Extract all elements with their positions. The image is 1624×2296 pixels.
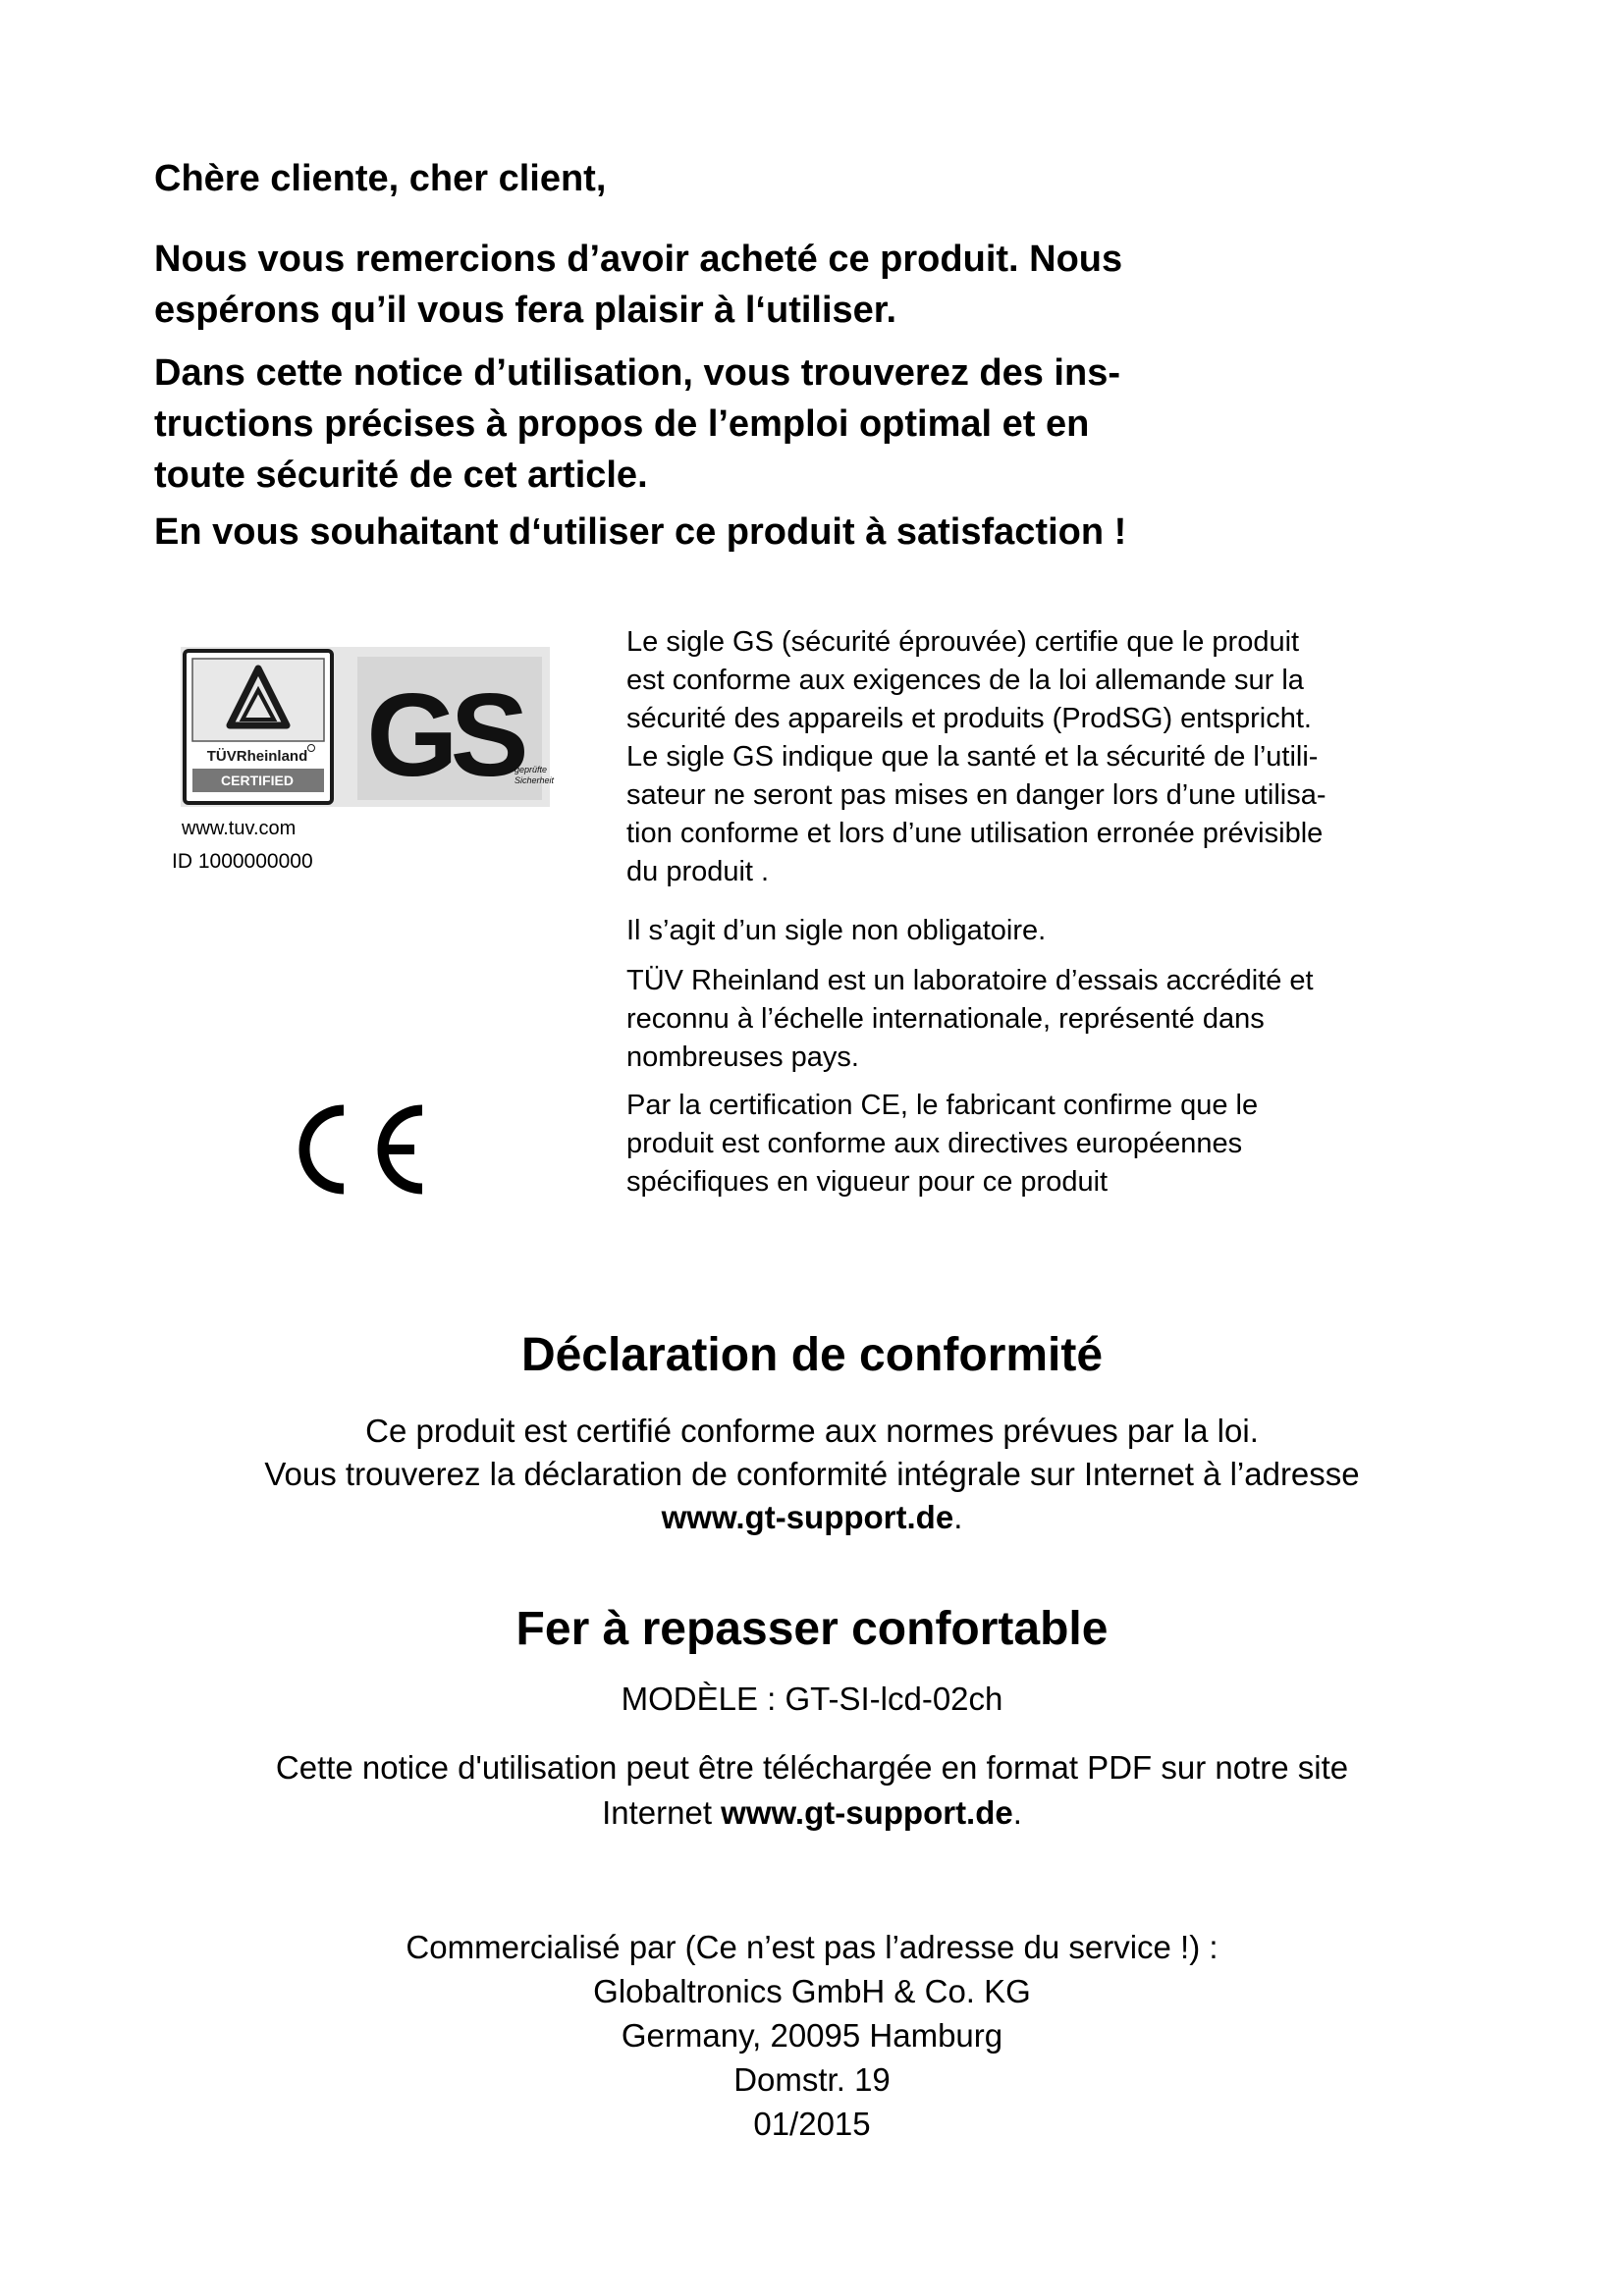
gs-line: tion conforme et lors d’une utilisation erronée prévisible (626, 818, 1324, 849)
tuv-brand-text: TÜVRheinland (206, 748, 308, 765)
notice-line: Cette notice d'utilisation peut être téléchargée en format PDF sur notre site (275, 1749, 1349, 1786)
notice-url-link[interactable]: www.gt-support.de (721, 1794, 1013, 1831)
address-label: Commercialisé par (Ce n’est pas l’adresse du service !) : (406, 1929, 1218, 1965)
gs-line: sateur ne seront pas mises en danger lors d’une utilisa- (626, 779, 1326, 811)
tuv-line: TÜV Rheinland est un laboratoire d’essais accrédité et (626, 965, 1314, 996)
ce-line: produit est conforme aux directives européennes (626, 1128, 1243, 1159)
distributor-address (118, 1925, 1506, 2146)
gs-line: Le sigle GS (sécurité éprouvée) certifie que le produit (626, 626, 1300, 658)
gs-description (626, 623, 1402, 891)
instructions-line: toute sécurité de cet article. (154, 454, 648, 496)
product-heading: Fer à repasser confortable (515, 1603, 1109, 1655)
gs-small-text: Sicherheit (514, 775, 555, 785)
declaration-heading: Déclaration de conformité (520, 1329, 1104, 1381)
instructions-line: tructions précises à propos de l’emploi optimal et en (154, 403, 1090, 445)
thanks-paragraph (154, 234, 1215, 336)
notice-suffix: . (1012, 1794, 1022, 1831)
tuv-line: nombreuses pays. (626, 1041, 859, 1073)
tuv-line: reconnu à l’échelle internationale, représenté dans (626, 1003, 1265, 1035)
declaration-text (118, 1410, 1506, 1539)
address-company: Globaltronics GmbH & Co. KG (593, 1973, 1031, 2009)
gs-text: GS (366, 669, 521, 801)
gs-mark-icon (357, 657, 555, 801)
gs-line: Le sigle GS indique que la santé et la sécurité de l’utili- (626, 741, 1319, 773)
tuv-description (626, 962, 1402, 1077)
declaration-line: Vous trouverez la déclaration de conformité intégrale sur Internet à l’adresse (264, 1456, 1360, 1492)
tuv-gs-certification-logo (181, 647, 555, 807)
gs-line: sécurité des appareils et produits (ProdSG) entspricht. (626, 703, 1312, 734)
ce-line: spécifiques en vigueur pour ce produit (626, 1166, 1109, 1198)
notice-url-line (118, 1790, 1506, 1836)
declaration-url-suffix: . (953, 1499, 963, 1535)
gs-line: est conforme aux exigences de la loi allemande sur la (626, 665, 1304, 696)
thanks-line: Nous vous remercions d’avoir acheté ce produit. Nous (154, 239, 1123, 280)
thanks-line: espérons qu’il vous fera plaisir à l‘utiliser. (154, 290, 897, 331)
ce-line: Par la certification CE, le fabricant confirme que le (626, 1090, 1259, 1121)
manual-download-note (118, 1745, 1506, 1836)
address-city: Germany, 20095 Hamburg (621, 2017, 1003, 2054)
gs-line: du produit . (626, 856, 770, 887)
tuv-id: ID 1000000000 (172, 850, 313, 873)
notice-prefix: Internet (602, 1794, 722, 1831)
instructions-paragraph (154, 347, 1215, 501)
gs-small-text: geprüfte (514, 765, 548, 774)
wishes-paragraph: En vous souhaitant d‘utiliser ce produit à satisfaction ! (154, 511, 1127, 553)
declaration-url-line (118, 1496, 1506, 1539)
ce-mark-logo (285, 1095, 442, 1204)
declaration-line: Ce produit est certifié conforme aux normes prévues par la loi. (365, 1413, 1259, 1449)
greeting: Chère cliente, cher client, (154, 158, 607, 199)
address-street: Domstr. 19 (733, 2061, 891, 2098)
instructions-line: Dans cette notice d’utilisation, vous trouverez des ins- (154, 352, 1120, 394)
tuv-certified-text: CERTIFIED (221, 773, 294, 788)
optional-seal-note: Il s’agit d’un sigle non obligatoire. (626, 915, 1047, 946)
tuv-url: www.tuv.com (182, 818, 297, 839)
declaration-url-link[interactable]: www.gt-support.de (661, 1499, 954, 1535)
address-date: 01/2015 (753, 2106, 871, 2142)
ce-description (626, 1087, 1402, 1201)
product-model: MODÈLE : GT-SI-lcd-02ch (621, 1681, 1003, 1717)
